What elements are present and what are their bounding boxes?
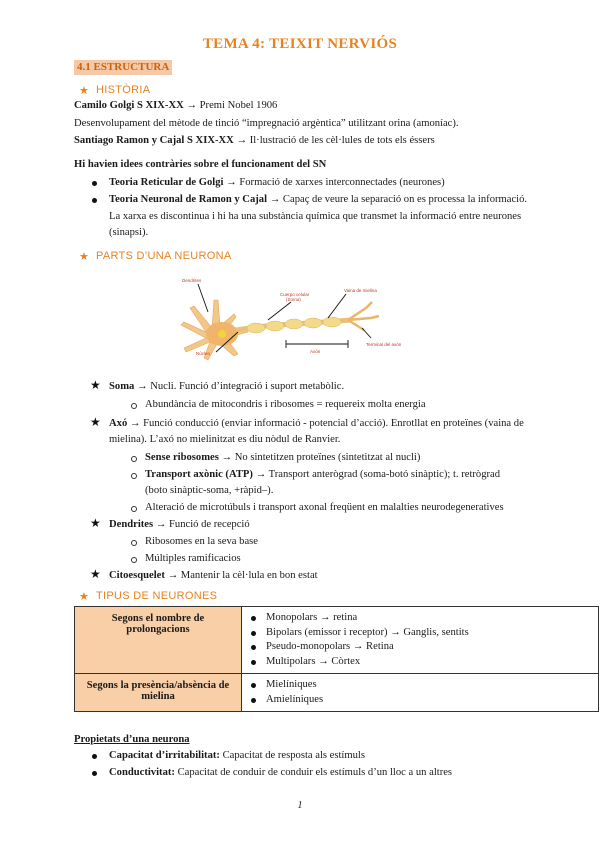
parts-heading: ★ PARTS D’UNA NEURONA <box>79 250 232 263</box>
label-nucli: Núcleo <box>196 351 211 356</box>
axo-line2: mielina). L’axó no mielinitzat es diu nòdul de Ranvier. <box>109 434 341 445</box>
star-icon: ★ <box>90 378 101 392</box>
page-number: 1 <box>297 800 303 811</box>
label-soma: (Soma) <box>286 297 301 302</box>
circle-bullet-icon <box>131 473 137 479</box>
circle-bullet-icon <box>131 456 137 462</box>
bullet-icon <box>92 754 97 759</box>
ideas-heading: Hi havien idees contràries sobre el funcionament del SN <box>74 159 327 170</box>
circle-bullet-icon <box>131 403 137 409</box>
list-item: Bipolars (emissor i receptor) → Ganglis, sentits <box>266 626 594 641</box>
page-title: TEMA 4: TEIXIT NERVIÓS <box>202 36 398 52</box>
teoria-reticular: Teoria Reticular de Golgi → Formació de xarxes interconnectades (neurones) <box>109 177 445 188</box>
soma-sub1: Abundància de mitocondris i ribosomes = requereix molta energia <box>145 399 426 410</box>
axo-sub1: Sense ribosomes → No sintetitzen proteïnes (sintetitzat al nucli) <box>145 452 421 463</box>
star-icon: ★ <box>90 516 101 530</box>
axo-item: Axó → Funció conducció (enviar informació - potencial d’acció). Enrotllat en proteïnes (vaina de <box>109 418 524 429</box>
neuron-diagram <box>176 270 426 370</box>
table-cell-label: Segons la presència/absència de mielina <box>75 674 242 712</box>
star-icon: ★ <box>90 567 101 581</box>
citoesquelet-item: Citoesquelet → Mantenir la cèl·lula en bon estat <box>109 570 318 581</box>
label-axo: Axón <box>310 349 321 354</box>
propietat-irritabilitat: Capacitat d’irritabilitat: Capacitat de resposta als estímuls <box>109 750 365 761</box>
axo-sub2-line2: (boto sinàptic-soma, +ràpid–). <box>145 485 274 496</box>
list-item: Multipolars → Còrtex <box>266 655 594 670</box>
axo-sub3: Alteració de microtúbuls i transport axonal freqüent en malalties neurodegeneratives <box>145 502 504 513</box>
star-icon: ★ <box>79 251 90 263</box>
list-item: Pseudo-monopolars → Retina <box>266 640 594 655</box>
bullet-icon <box>92 181 97 186</box>
teoria-neuronal-line2: La xarxa es discontinua i hi ha una substància química que transmet la informació entre neurones <box>109 211 522 222</box>
tipus-table <box>74 606 599 712</box>
dendrites-sub2: Múltiples ramificacios <box>145 553 241 564</box>
list-item: Monopolars → retina <box>266 611 594 626</box>
teoria-neuronal-line3: (sinapsi). <box>109 227 149 238</box>
cajal-line: Santiago Ramon y Cajal S XIX-XX → Il·lustració de les cèl·lules de tots els éssers <box>74 135 435 146</box>
table-row <box>75 674 599 712</box>
dendrites-item: Dendrites → Funció de recepció <box>109 519 250 530</box>
table-cell-list <box>242 607 599 674</box>
dendrites-sub1: Ribosomes en la seva base <box>145 536 258 547</box>
axo-sub2: Transport axònic (ATP) → Transport anterògrad (soma-botó sinàptic); t. retrògrad <box>145 469 501 480</box>
section-heading: 4.1 ESTRUCTURA <box>74 60 172 75</box>
bullet-icon <box>92 771 97 776</box>
teoria-neuronal: Teoria Neuronal de Ramon y Cajal → Capaç de veure la separació on es processa la informació. <box>109 194 528 205</box>
nucleus-shape <box>218 330 226 338</box>
axon-shape <box>236 302 379 333</box>
propietats-heading: Propietats d’una neurona <box>74 734 190 745</box>
star-icon: ★ <box>79 591 90 603</box>
table-cell-label: Segons el nombre de prolongacions <box>75 607 242 674</box>
list-item: Amielíniques <box>266 693 594 708</box>
star-icon: ★ <box>90 415 101 429</box>
circle-bullet-icon <box>131 540 137 546</box>
list-item: Mielíniques <box>266 678 594 693</box>
circle-bullet-icon <box>131 557 137 563</box>
bullet-icon <box>92 198 97 203</box>
soma-item: Soma → Nucli. Funció d’integració i suport metabòlic. <box>109 381 345 392</box>
label-mielina: Vaina de mielina <box>344 288 377 293</box>
tipus-heading: ★ TIPUS DE NEURONES <box>79 590 218 603</box>
label-cos: Cuerpo celular <box>280 292 310 297</box>
star-icon: ★ <box>79 85 90 97</box>
golgi-line: Camilo Golgi S XIX-XX → Premi Nobel 1906 <box>74 100 278 111</box>
label-terminal: Terminal del axón <box>366 342 402 347</box>
golgi-desc: Desenvolupament del mètode de tinció “impregnació argèntica” utilitzant orina (amoníac). <box>74 118 459 129</box>
table-row <box>75 607 599 674</box>
circle-bullet-icon <box>131 506 137 512</box>
propietat-conductivitat: Conductivitat: Capacitat de conduir de conduir els estímuls d’un lloc a un altres <box>109 767 453 778</box>
label-dendrites: Dendrites <box>182 278 202 283</box>
table-cell-list <box>242 674 599 712</box>
historia-heading: ★ HISTÒRIA <box>79 84 151 97</box>
